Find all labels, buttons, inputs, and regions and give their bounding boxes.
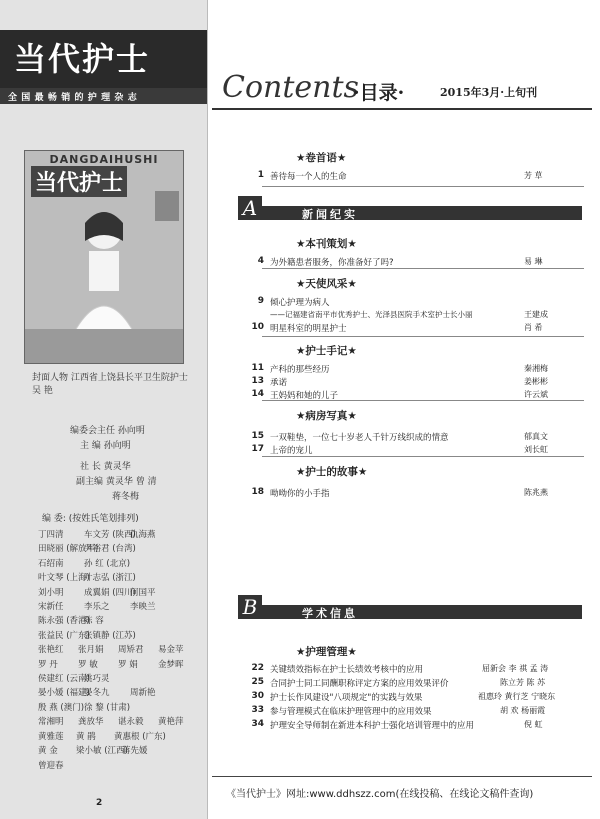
editor-name: 黄 鹃 — [76, 731, 96, 742]
editor-name: 金梦晖 — [158, 659, 184, 670]
toc-page: 15 — [251, 431, 264, 441]
editor-name: 晏小媛 (福建) — [38, 688, 90, 699]
editor-name: 姚巧灵 — [84, 674, 110, 685]
editor-name: 罗 丹 — [38, 659, 58, 670]
editor-name: 梁小敏 (江西) — [76, 746, 128, 757]
toc-author: 秦湘梅 — [524, 364, 548, 373]
toc-page: 30 — [251, 691, 264, 701]
toc-page: 34 — [251, 719, 264, 729]
editor-name: 徐 黎 (甘肃) — [84, 702, 131, 713]
editor-row — [38, 528, 198, 542]
toc-title: 护士长作风建设"八项规定"的实践与效果 — [270, 693, 423, 703]
editor-name: 李乐之 — [84, 602, 110, 613]
editor-row — [38, 686, 198, 700]
staff-role: 社 长 — [80, 462, 101, 472]
editor-name: 侯建红 (云南) — [38, 674, 90, 685]
editor-name — [160, 744, 198, 758]
editor-name: 黄 金 — [38, 746, 58, 757]
page-number: 2 — [96, 798, 103, 808]
editor-name: 孙 红 (北京) — [84, 558, 131, 569]
editor-name: 常湘明 — [38, 717, 64, 728]
editor-name: 车文芳 (陕西) — [84, 530, 136, 540]
cover-pinyin: DANGDAIHUSHI — [49, 153, 159, 166]
issue-date: 2015年3月·上旬刊 — [440, 86, 538, 99]
editor-name — [78, 759, 118, 773]
editor-name: 周新艳 — [130, 688, 156, 699]
editor-name — [118, 759, 158, 773]
editor-row — [38, 715, 198, 729]
toc-author: 肖 希 — [524, 323, 543, 332]
toc-page: 9 — [257, 296, 264, 306]
editor-name — [130, 629, 176, 643]
toc-title: 合同护士同工同酬职称评定方案的应用效果评价 — [270, 679, 449, 689]
editor-row — [38, 672, 198, 686]
toc-title: 明星科室的明星护士 — [270, 324, 347, 334]
editor-name: 李映兰 — [130, 602, 156, 613]
staff-row — [80, 439, 200, 454]
editor-name: 何国平 — [130, 587, 156, 598]
editor-name — [130, 701, 176, 715]
editor-name: 黄雅莲 — [38, 731, 64, 742]
editor-name: 黄艳萍 — [158, 717, 184, 728]
toc-title: 参与管理模式在临床护理管理中的应用效果 — [270, 707, 432, 717]
editor-name — [158, 759, 198, 773]
editor-name: 殷 燕 (澳门) — [38, 702, 85, 713]
editor-row — [38, 658, 198, 672]
editor-name: 张艳红 — [38, 645, 64, 656]
staff-role: 副主编 — [76, 477, 104, 487]
staff-role: 编委会主任 — [70, 426, 116, 436]
staff-role: 主 编 — [80, 441, 101, 451]
editor-name: 陈永强 (香港) — [38, 616, 90, 627]
editor-row — [38, 586, 198, 600]
section-gushi: ★护士的故事★ — [296, 466, 368, 478]
editor-name: 张益民 (广东) — [38, 630, 90, 641]
editor-name: 曾迎春 — [38, 760, 64, 771]
editor-name — [130, 614, 176, 628]
section-letter-b: B — [238, 595, 262, 619]
editor-name — [130, 672, 176, 686]
toc-page: 1 — [257, 170, 264, 180]
staff-name: 黄灵华 曾 清 — [105, 477, 157, 487]
editor-name: 罗 敏 — [78, 659, 98, 670]
toc-title: ——记福建省南平市优秀护士、光泽县医院手术室护士长小丽 — [270, 310, 473, 319]
toc-title: 一双鞋垫，一位七十岁老人千针万线织成的情意 — [270, 433, 449, 443]
editors-heading: 编 委: (按姓氏笔划排列) — [42, 514, 139, 524]
toc-page: 22 — [251, 663, 264, 673]
editor-name: 叶文琴 (上海) — [38, 573, 90, 584]
section-label-a: 新闻纪实 — [302, 208, 358, 221]
footer-website[interactable]: 《当代护士》网址:www.ddhszz.com(在线投稿、在线论文稿件查询) — [226, 789, 534, 800]
staff-row — [80, 460, 200, 475]
toc-title: 上帝的宠儿 — [270, 446, 313, 456]
editor-name: 丁四清 — [38, 530, 64, 540]
editor-name: 黄惠根 (广东) — [114, 731, 166, 742]
toc-page: 17 — [251, 444, 264, 454]
mulu-heading: ·目录· — [353, 82, 405, 104]
editor-name: 张镇静 (江苏) — [84, 630, 136, 641]
editor-row — [38, 629, 198, 643]
toc-page: 25 — [251, 677, 264, 687]
editor-name: 田晓丽 (解放军) — [38, 544, 99, 555]
editor-row — [38, 730, 198, 744]
staff-row — [112, 490, 202, 505]
footer-divider — [212, 776, 592, 777]
toc-title: 产科的那些经历 — [270, 365, 330, 375]
section-letter-a: A — [238, 196, 262, 220]
editor-row — [38, 614, 198, 628]
toc-page: 33 — [251, 705, 264, 715]
cover-title: 当代护士 — [31, 166, 127, 197]
editor-name: 尹裕君 (台湾) — [84, 544, 136, 555]
editors-list — [38, 528, 198, 773]
toc-title: 护理安全导师制在新进本科护士强化培训管理中的应用 — [270, 721, 475, 731]
toc-author: 芳 草 — [524, 171, 543, 180]
editor-row — [38, 643, 198, 657]
divider — [262, 186, 584, 187]
toc-page: 4 — [257, 256, 264, 266]
section-band-b — [238, 605, 582, 619]
toc-page: 11 — [251, 363, 264, 373]
divider — [262, 268, 584, 269]
toc-page: 18 — [251, 487, 264, 497]
section-label-b: 学术信息 — [302, 607, 358, 620]
staff-name: 孙向明 — [103, 441, 131, 451]
toc-author: 许云斌 — [524, 390, 548, 399]
editor-name — [160, 730, 198, 744]
editor-name — [130, 557, 176, 571]
section-juanshou: ★卷首语★ — [296, 152, 347, 164]
staff-name: 蒋冬梅 — [112, 492, 140, 502]
toc-page: 13 — [251, 376, 264, 386]
editor-name: 罗 娟 — [118, 659, 138, 670]
editor-name: 易金苹 — [158, 645, 184, 656]
editor-name: 石绍南 — [38, 558, 64, 569]
editor-name — [130, 542, 176, 556]
editor-row — [38, 571, 198, 585]
editor-name: 宋新任 — [38, 602, 64, 613]
editor-row — [38, 759, 198, 773]
divider — [262, 456, 584, 457]
staff-row — [76, 475, 201, 490]
section-bingfang: ★病房写真★ — [296, 410, 357, 422]
toc-title: 善待每一个人的生命 — [270, 172, 347, 182]
editor-row — [38, 600, 198, 614]
editor-row — [38, 542, 198, 556]
editor-name: 刘小明 — [38, 587, 64, 598]
editor-name: 周矫君 — [118, 645, 144, 656]
toc-title: 为外籍患者服务，你准备好了吗? — [270, 258, 394, 268]
magazine-slogan: 全国最畅销的护理杂志 — [8, 93, 142, 103]
editor-name: 谌永毅 — [118, 717, 144, 728]
toc-author: 陈兆燕 — [524, 488, 548, 497]
editor-name: 叶志弘 (浙江) — [84, 573, 136, 584]
staff-name: 黄灵华 — [103, 462, 131, 472]
editor-name: 蒋先媛 — [122, 746, 148, 757]
toc-title: 承诺 — [270, 378, 288, 388]
toc-author: 王建成 — [524, 310, 548, 319]
staff-name: 孙向明 — [117, 426, 145, 436]
toc-author: 刘长虹 — [524, 445, 548, 454]
staff-row — [70, 424, 200, 439]
toc-author: 屈新会 李 祺 孟 涛 — [482, 664, 549, 673]
editor-row — [38, 557, 198, 571]
editor-name — [130, 571, 176, 585]
toc-title: 王妈妈和她的儿子 — [270, 391, 339, 401]
section-tianshi: ★天使风采★ — [296, 278, 357, 290]
editor-name: 仇海燕 — [130, 530, 156, 540]
section-guanli: ★护理管理★ — [296, 646, 357, 658]
toc-title: 倾心护理为病人 — [270, 298, 330, 308]
toc-page: 10 — [251, 322, 264, 332]
toc-author: 胡 欢 杨丽霞 — [500, 706, 546, 715]
section-band-a — [238, 206, 582, 220]
toc-author: 易 琳 — [524, 257, 543, 266]
header-divider — [212, 108, 592, 110]
cover-caption: 封面人物 江西省上饶县长平卫生院护士 吴 艳 — [32, 373, 188, 396]
cover-photo-illustration — [25, 151, 183, 363]
toc-author: 祖惠玲 黄行芝 宁晓东 — [478, 692, 556, 701]
editor-row — [38, 744, 198, 758]
editor-name: 张月娟 — [78, 645, 104, 656]
section-shouji: ★护士手记★ — [296, 345, 357, 357]
toc-page: 14 — [251, 389, 264, 399]
editor-name: 晏冬九 — [84, 688, 110, 699]
toc-title: 关键绩效指标在护士长绩效考核中的应用 — [270, 665, 424, 675]
magazine-title: 当代护士 — [14, 40, 151, 78]
editor-name: 陈 容 — [84, 616, 104, 627]
toc-author: 陈立芳 陈 苏 — [500, 678, 546, 687]
contents-heading: Contents — [222, 70, 359, 105]
cover-image — [24, 150, 184, 364]
editor-row — [38, 701, 198, 715]
toc-author: 姜彬彬 — [524, 377, 548, 386]
toc-author: 倪 虹 — [524, 720, 543, 729]
editor-name: 龚放华 — [78, 717, 104, 728]
toc-title: 呦呦你的小手指 — [270, 489, 330, 499]
section-cehua: ★本刊策划★ — [296, 238, 357, 250]
toc-author: 郁真文 — [524, 432, 548, 441]
editor-name: 成翼娟 (四川) — [84, 587, 136, 598]
divider — [262, 336, 584, 337]
